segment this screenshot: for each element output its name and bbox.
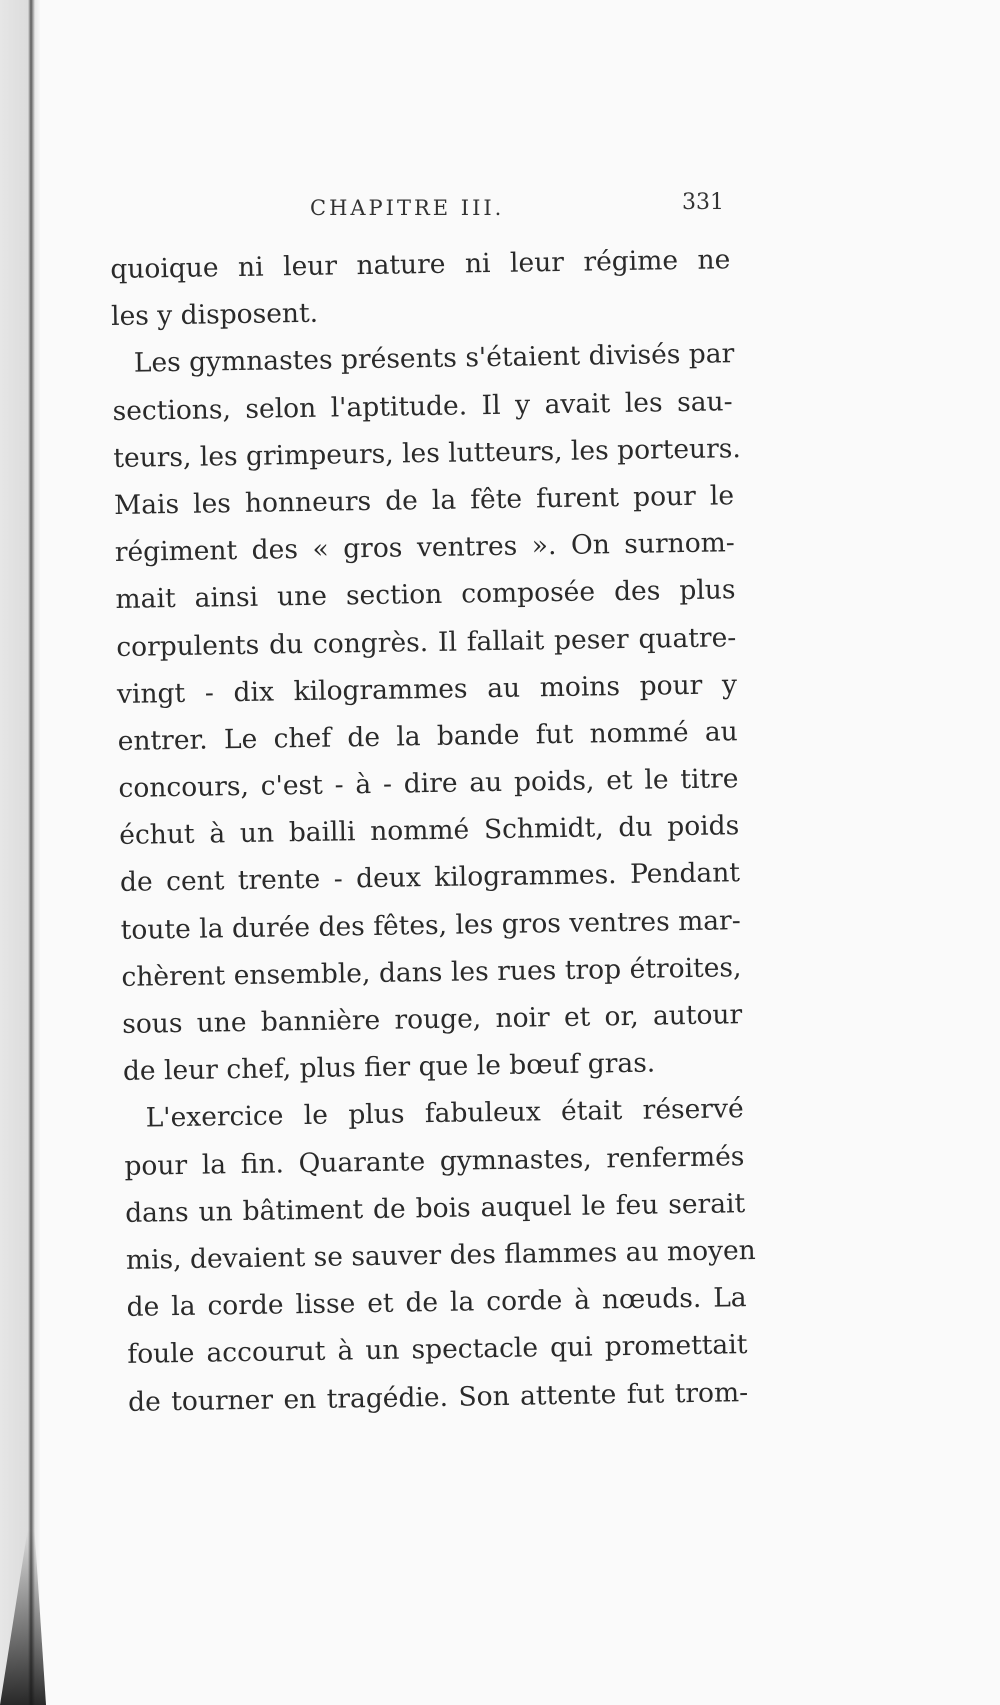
- text-line: de la corde lisse et de la corde à nœuds. La: [126, 1282, 747, 1323]
- text-line: quoique ni leur nature ni leur régime ne: [110, 244, 731, 285]
- text-line: pour la fin. Quarante gymnastes, renfermés: [124, 1140, 745, 1182]
- body-text: [110, 236, 756, 1425]
- text-line: mis, devaient se sauver des flammes au moyen: [125, 1234, 756, 1276]
- text-line: corpulents du congrès. Il fallait peser quatre-: [116, 621, 737, 663]
- text-line: concours, c'est - à - dire au poids, et le titre: [118, 763, 739, 804]
- text-line: régiment des « gros ventres ». On surnom-: [114, 527, 735, 569]
- text-line: vingt - dix kilogrammes au moins pour y: [116, 668, 738, 710]
- text-line: de cent trente - deux kilogrammes. Pendant: [119, 857, 741, 899]
- text-line: les y disposent.: [110, 297, 319, 333]
- text-line: dans un bâtiment de bois auquel le feu serait: [124, 1187, 746, 1229]
- text-line: Mais les honneurs de la fête furent pour le: [113, 480, 735, 521]
- running-title: CHAPITRE III.: [310, 196, 505, 220]
- text-line: toute la durée des fêtes, les gros ventres mar-: [120, 904, 741, 946]
- text-line: mait ainsi une section composée des plus: [115, 574, 736, 616]
- text-line: de tourner en tragédie. Son attente fut trom-: [127, 1376, 749, 1418]
- text-line: Les gymnastes présents s'étaient divisés par: [133, 338, 735, 380]
- page-header: [110, 190, 730, 230]
- text-line: sous une bannière rouge, noir et or, autour: [121, 999, 743, 1040]
- text-line: sections, selon l'aptitude. Il y avait les sau-: [112, 385, 733, 427]
- text-line: teurs, les grimpeurs, les lutteurs, les porteurs.: [113, 432, 741, 474]
- text-line: de leur chef, plus fier que le bœuf gras.: [122, 1047, 656, 1088]
- text-line: L'exercice le plus fabuleux était réservé: [145, 1093, 744, 1134]
- page-number: 331: [682, 190, 724, 215]
- page-binding-edge: [0, 0, 40, 1705]
- text-line: chèrent ensemble, dans les rues trop étroites,: [121, 951, 742, 993]
- text-line: foule accourut à un spectacle qui promettait: [127, 1329, 748, 1371]
- text-line: entrer. Le chef de la bande fut nommé au: [117, 716, 738, 757]
- text-line: échut à un bailli nommé Schmidt, du poids: [119, 810, 740, 852]
